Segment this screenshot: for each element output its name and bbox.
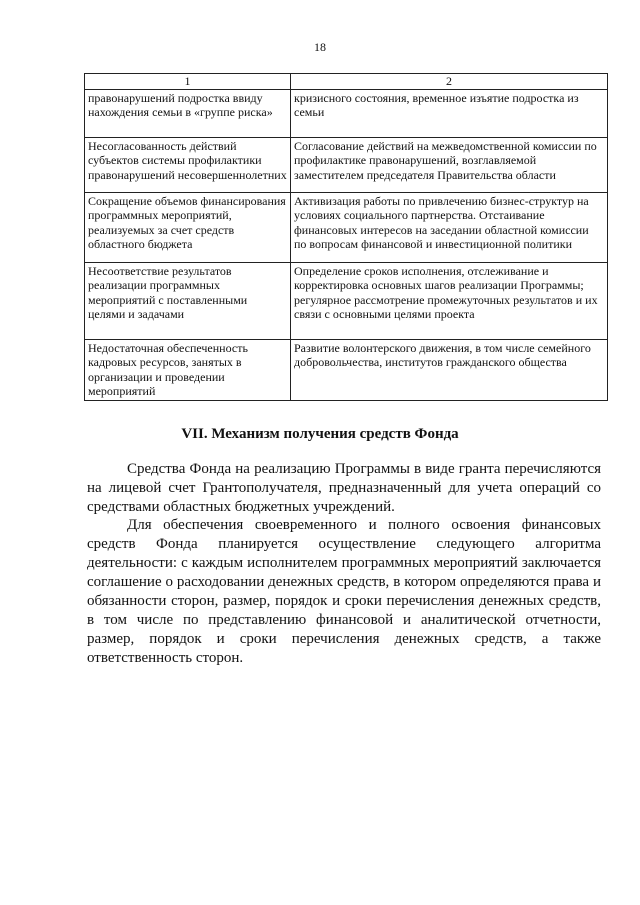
risk-cell: Несогласованность действий субъектов системы профилактики правонарушений несовершеннолетних: [85, 137, 291, 192]
measure-cell: Согласование действий на межведомственной комиссии по профилактике правонарушений, возглавляемой заместителем председателя Правительства области: [291, 137, 608, 192]
table-header-row: [85, 74, 608, 90]
measure-cell: Развитие волонтерского движения, в том числе семейного добровольчества, институтов гражданского общества: [291, 339, 608, 400]
risk-cell: правонарушений подростка ввиду нахождения семьи в «группе риска»: [85, 89, 291, 137]
table-row: [85, 89, 608, 137]
paragraph-grant-transfer: Средства Фонда на реализацию Программы в виде гранта перечисляются на лицевой счет Грантополучателя, предназначенный для учета операций со средствами областных бюджетных учреждений.: [87, 461, 601, 515]
column-header-1: 1: [85, 74, 291, 90]
risk-cell: Несоответствие результатов реализации программных мероприятий с поставленными целями и задачами: [85, 262, 291, 339]
risk-cell: Сокращение объемов финансирования программных мероприятий, реализуемых за счет средств областного бюджета: [85, 192, 291, 262]
paragraph-funding-algorithm: Для обеспечения своевременного и полного освоения финансовых средств Фонда планируется осуществление следующего алгоритма деятельности: с каждым исполнителем программных мероприятий заключается соглашение о расходовании денежных средств, в котором определяются права и обязанности сторон, размер, порядок и сроки перечисления денежных средств, в том числе по представлению финансовой и аналитической отчетности, размер, порядок и сроки перечисления денежных средств, а также ответственность сторон.: [87, 517, 601, 666]
risk-cell: Недостаточная обеспеченность кадровых ресурсов, занятых в организации и проведении мероприятий: [85, 339, 291, 400]
page-number: 18: [314, 40, 326, 54]
measure-cell: Определение сроков исполнения, отслеживание и корректировка основных шагов реализации Программы; регулярное рассмотрение промежуточных результатов и их связи с основными целями проекта: [291, 262, 608, 339]
measure-cell: Активизация работы по привлечению бизнес-структур на условиях социального партнерства. Отстаивание финансовых интересов на заседании областной комиссии по вопросам финансовой и инвестиционной политики: [291, 192, 608, 262]
column-header-2: 2: [291, 74, 608, 90]
risk-measures-table: [84, 73, 608, 401]
table-row: [85, 192, 608, 262]
measure-cell: кризисного состояния, временное изъятие подростка из семьи: [291, 89, 608, 137]
table-row: [85, 339, 608, 400]
table-row: [85, 137, 608, 192]
section-title: VII. Механизм получения средств Фонда: [181, 426, 459, 442]
table-row: [85, 262, 608, 339]
